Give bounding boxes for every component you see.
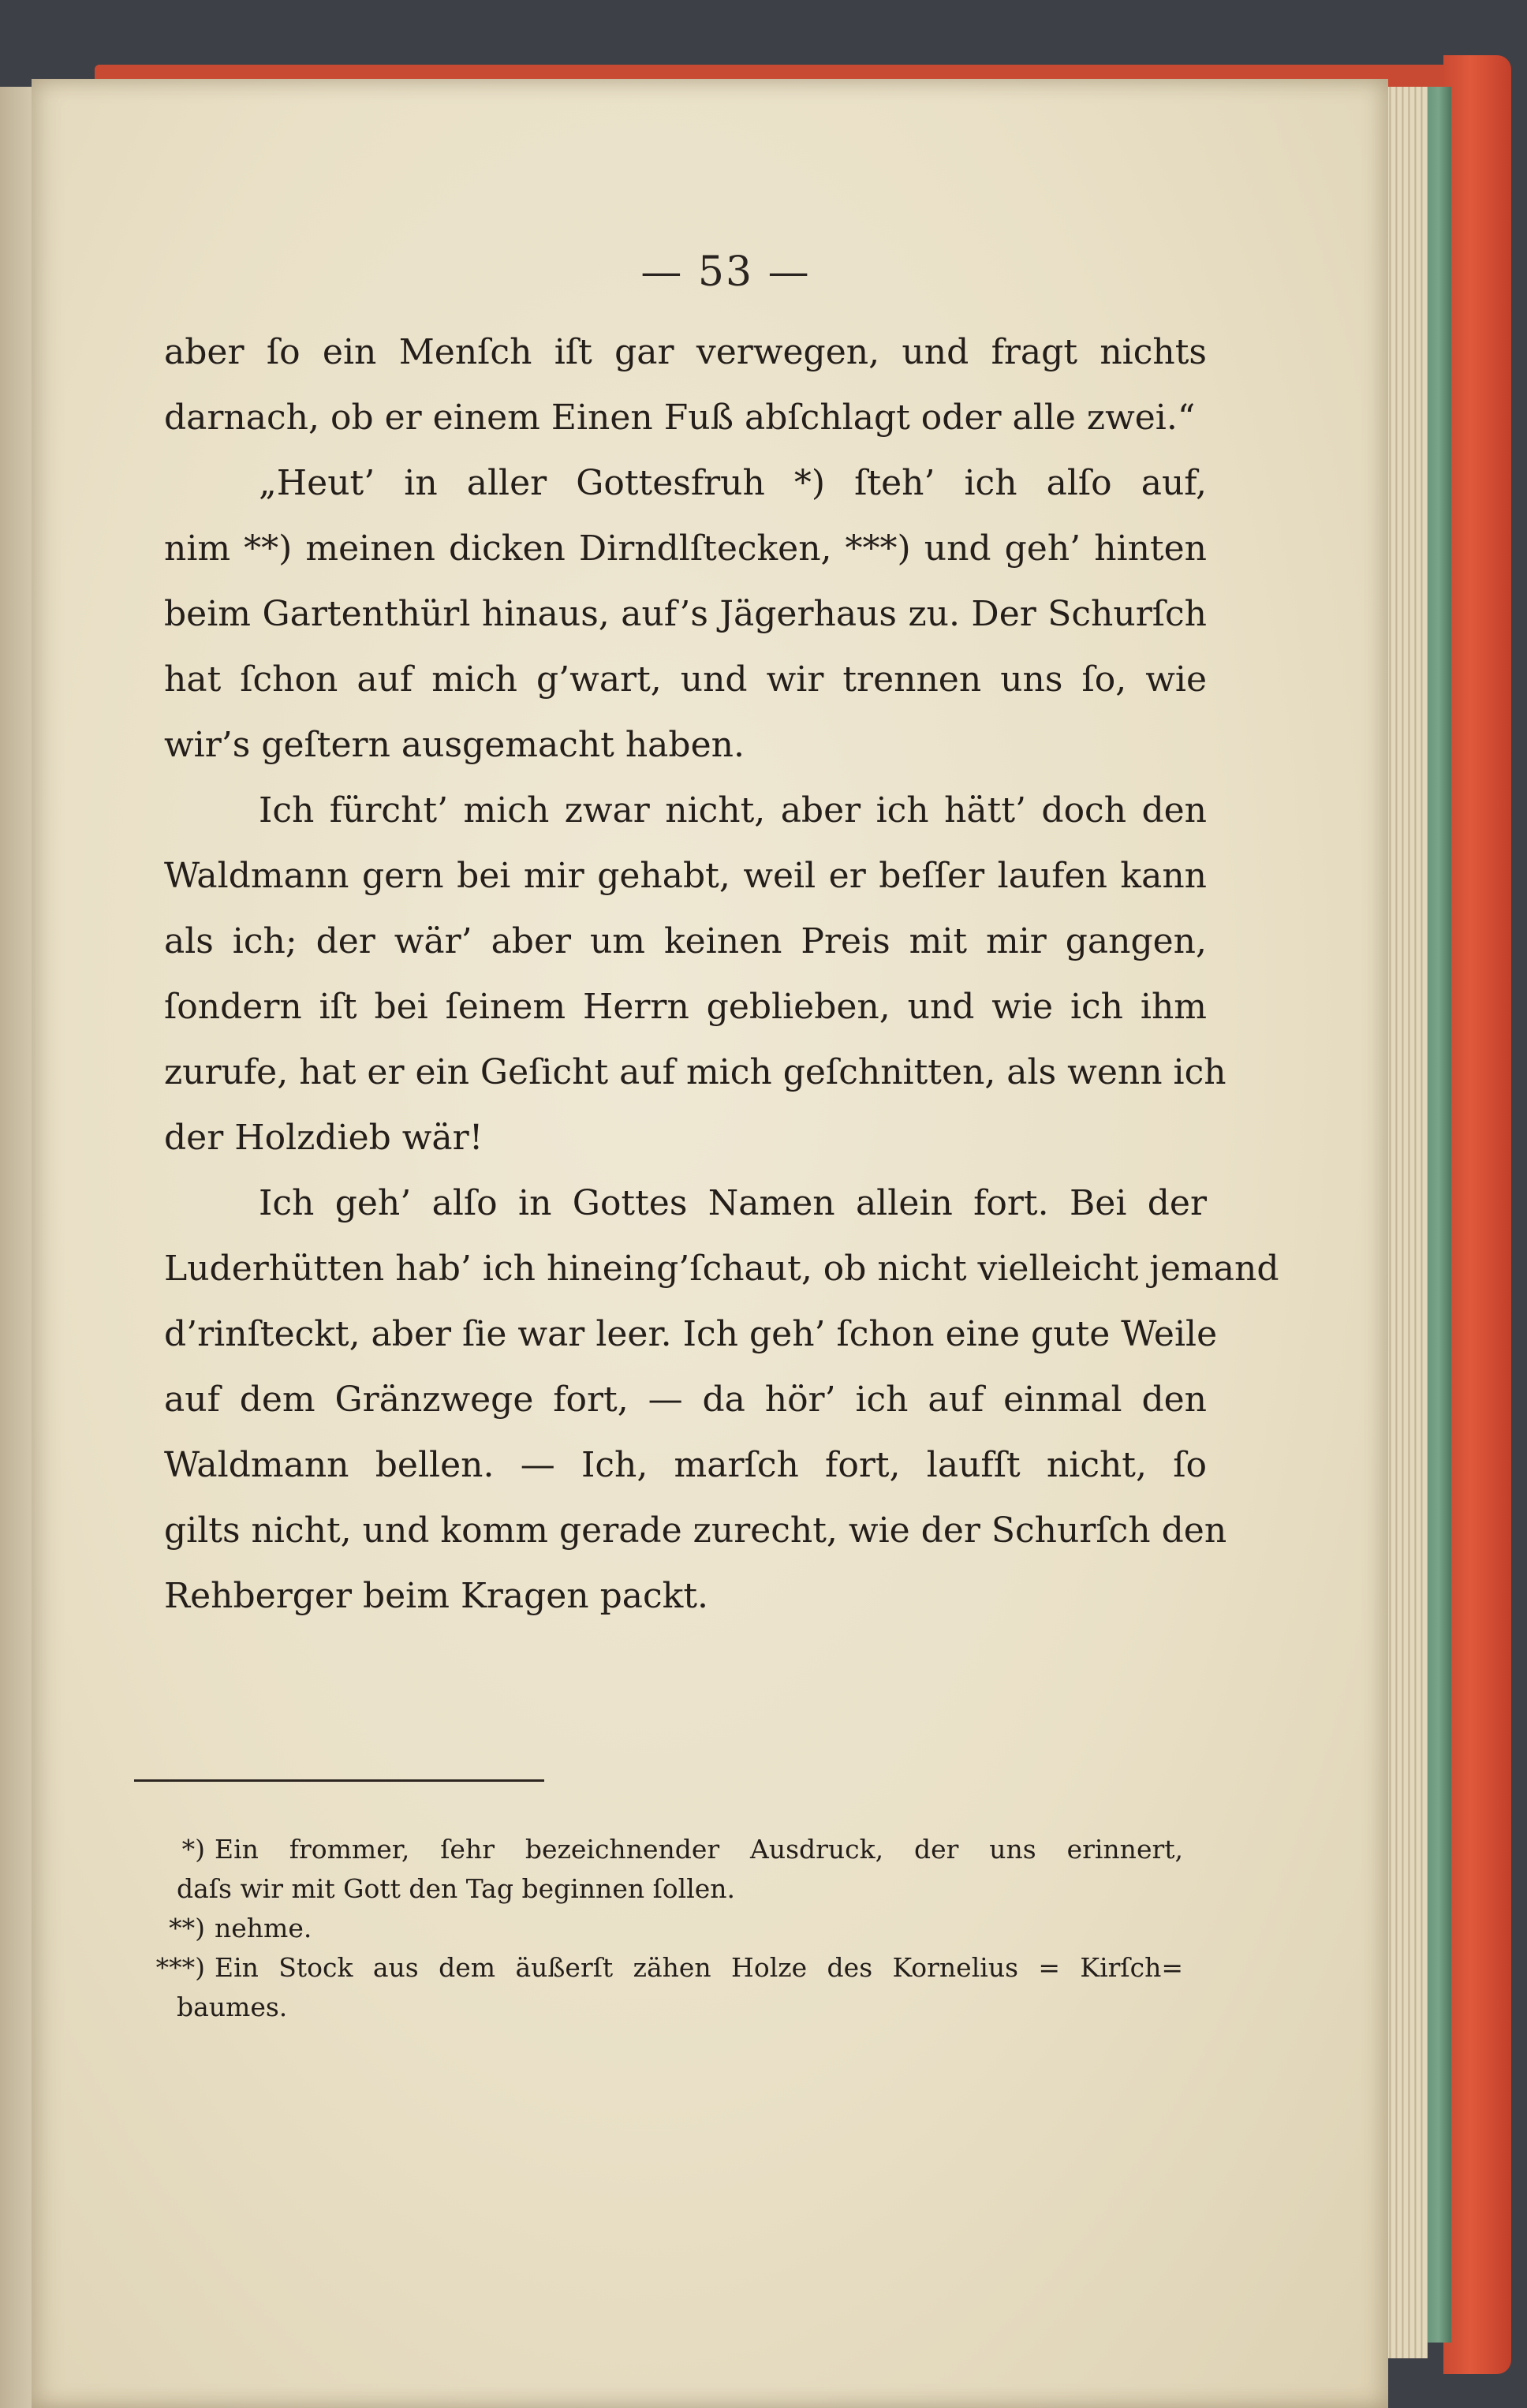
text-line: darnach, ob er einem Einen Fuß abſchlagt oder alle zwei.“ [164,398,1196,438]
footnote-text: nehme. [215,1913,312,1943]
text-line: Waldmann gern bei mir gehabt, weil er beſſer laufen kann [164,856,1207,896]
text-line: Ich fürcht’ mich zwar nicht, aber ich hätt’ doch den [259,790,1207,831]
text-line: auf dem Gränzwege fort, — da hör’ ich auf einmal den [164,1379,1207,1420]
text-line: zurufe, hat er ein Geſicht auf mich geſchnitten, als wenn ich [164,1052,1226,1092]
footnote-text: daſs wir mit Gott den Tag beginnen ſollen. [177,1873,736,1904]
text-line: d’rinſteckt, aber ſie war leer. Ich geh’ ſchon eine gute Weile [164,1314,1218,1354]
page-number: — 53 — [640,248,811,296]
text-line: als ich; der wär’ aber um keinen Preis mit mir gangen, [164,921,1207,961]
footnote-mark: **) [169,1913,205,1943]
paragraph [164,778,1226,1170]
text-line: der Holzdieb wär! [164,1118,483,1158]
paragraph [164,1170,1279,1629]
footnote-mark: *) [181,1834,205,1865]
footnote-line [134,1869,1183,1909]
text-line: hat ſchon auf mich g’wart, und wir trennen uns ſo, wie [164,659,1207,700]
body-text [164,319,1279,1629]
text-line: „Heut’ in aller Gottesfruh *) ſteh’ ich alſo auf, [259,463,1207,503]
footnote-text: baumes. [177,1992,288,2022]
footnote-text: Ein frommer, ſehr bezeichnender Ausdruck, der uns erinnert, [215,1834,1183,1865]
footnote-line [134,1948,1183,1988]
paragraph [164,319,1207,450]
footnote-mark: ***) [155,1952,205,1983]
footnote-line [134,1830,1183,1869]
footnote-line [134,1909,1183,1948]
cover-edge-red [1443,55,1511,2374]
text-line: Rehberger beim Kragen packt. [164,1576,708,1616]
text-line: beim Gartenthürl hinaus, auf’s Jägerhaus zu. Der Schurſch [164,594,1207,634]
footnote-text: Ein Stock aus dem äußerſt zähen Holze des Kornelius = Kirſch= [215,1952,1183,1983]
footnotes [134,1830,1183,2027]
text-line: Luderhütten hab’ ich hineing’ſchaut, ob nicht vielleicht jemand [164,1249,1279,1289]
text-line: nim **) meinen dicken Dirndlſtecken, ***) und geh’ hinten [164,528,1207,569]
text-line: Ich geh’ alſo in Gottes Namen allein fort. Bei der [259,1183,1207,1223]
footnote-rule [134,1779,544,1782]
text-line: Waldmann bellen. — Ich, marſch fort, laufſt nicht, ſo [164,1445,1207,1485]
text-line: ſondern iſt bei ſeinem Herrn geblieben, und wie ich ihm [164,987,1207,1027]
text-line: gilts nicht, und komm gerade zurecht, wie der Schurſch den [164,1510,1227,1551]
text-line: aber ſo ein Menſch iſt gar verwegen, und fragt nichts [164,332,1207,372]
paragraph [164,450,1207,778]
footnote-line [134,1988,1183,2027]
text-line: wir’s geſtern ausgemacht haben. [164,725,745,765]
